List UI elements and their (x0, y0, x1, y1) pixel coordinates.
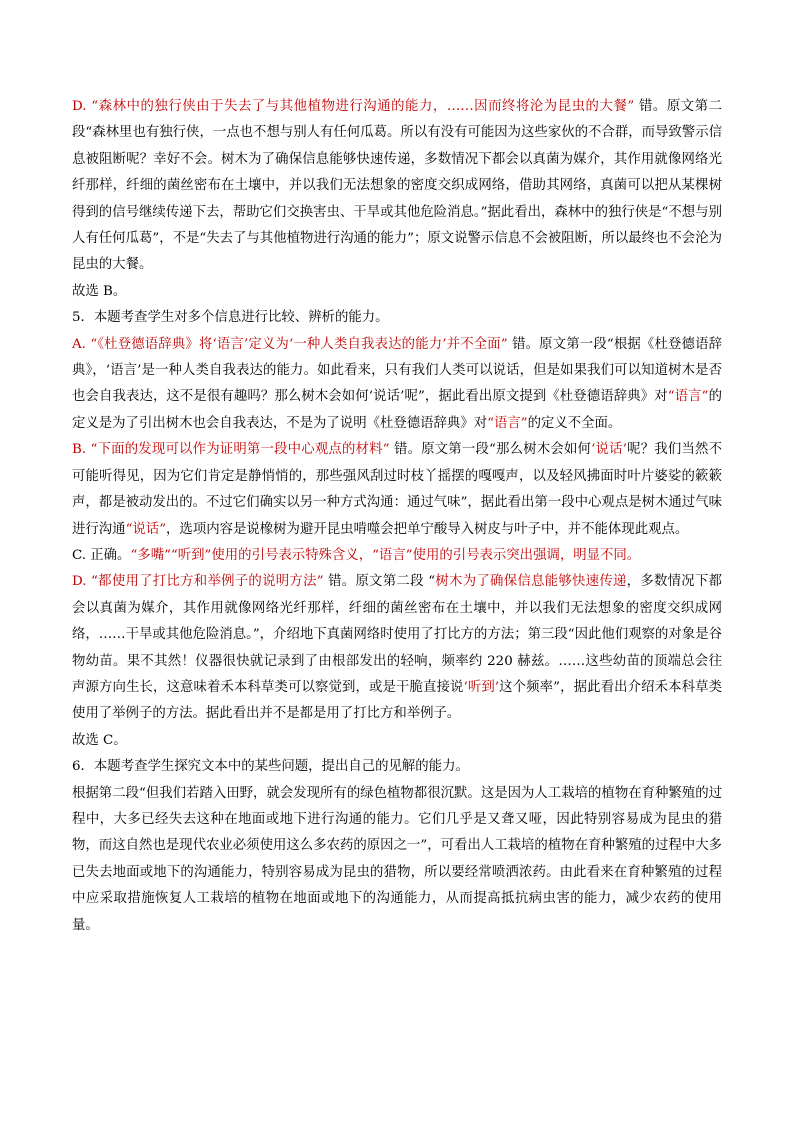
paragraph-q5-intro (72, 305, 722, 331)
body-text: 的定义是为了引出树木也会自我表达，不是为了说明《杜登德语辞典》对 (72, 389, 723, 431)
body-text: C. 正确。 (72, 547, 131, 563)
highlighted-text: D. “都使用了打比方和举例子的说明方法” (72, 574, 324, 590)
body-text: ，多数情况下都会以真菌为媒介，其作用就像网络光纤那样，纤细的菌丝密布在土壤中，并以我们无法想象的密度交织成网络，……干旱或其他危险消息。”，介绍地下真菌网络时使用了打比方的方法；第三段“因此他们观察的对象是谷物幼苗。果不其然！仪器很快就记录到了由根部发出的轻响，频率约 220 赫兹。……这些幼苗的顶端总会往声源方向生长，这意味着禾本科草类可以察觉到，或是干脆直接说 (72, 574, 723, 695)
body-text: ，选项内容是说橡树为避开昆虫啃噬会把单宁酸导入树皮与叶子中，并不能体现此观点。 (166, 521, 689, 537)
highlighted-text: “语言” (487, 415, 528, 431)
highlighted-text: D. “森林中的独行侠由于失去了与其他植物进行沟通的能力，……因而终将沦为昆虫的大餐” (72, 99, 635, 114)
body-text: 错。原文第一段“根据《杜登德语辞典》，‘语言’是一种人类自我表达的能力。如此看来，只有我们人类可以说话，但是如果我们可以知道树木是否也会自我表达，这不是很有趣吗？那么树木会如何‘说话’呢”，据此看出原文提到《杜登德语辞典》对 (72, 336, 723, 405)
paragraph-opt-c-5 (72, 543, 722, 569)
body-text: 故选 B。 (72, 283, 127, 299)
highlighted-text: A. “《杜登德语辞典》将‘语言’定义为‘一种人类自我表达的能力’并不全面” (72, 336, 508, 352)
body-text: 错。原文第二段“森林里也有独行侠，一点也不想与别人有任何瓜葛。所以有没有可能因为这些家伙的不合群，而导致警示信息被阻断呢？幸好不会。树木为了确保信息能够快速传递，多数情况下都会以真菌为媒介，其作用就像网络光纤那样，纤细的菌丝密布在土壤中，并以我们无法想象的密度交织成网络，借助其网络，真菌可以把从某棵树得到的信号继续传递下去，帮助它们交换害虫、干旱或其他危险消息。”据此看出，森林中的独行侠是“不想与别人有任何瓜葛”，不是“失去了与其他植物进行沟通的能力”；原文说警示信息不会被阻断，所以最终也不会沦为昆虫的大餐。 (72, 99, 722, 273)
highlighted-text: “语言” (667, 389, 709, 405)
paragraph-answer-4 (72, 279, 722, 305)
paragraph-opt-a-5 (72, 332, 722, 438)
highlighted-text: 树木为了确保信息能够快速传递 (435, 574, 627, 590)
paragraph-q6-intro (72, 754, 722, 780)
body-text: 呢？我们当然不可能听得见，因为它们肯定是静悄悄的，那些强风刮过时枝丫摇摆的嘎嘎声，以及轻风拂面时叶片婆娑的簌簌声，都是被动发出的。不过它们确实以另一种方式沟通：通过气味”，据此看出第一段中心观点是树木通过气味进行沟通 (72, 442, 723, 537)
body-text: 的定义不全面。 (527, 415, 622, 431)
body-text: 错。原文第一段“那么树木会如何 (389, 442, 592, 458)
highlighted-text: “多嘴”“听到”使用的引号表示特殊含义，“语言”使用的引号表示突出强调，明显不同。 (130, 547, 641, 563)
paragraph-answer-5 (72, 728, 722, 754)
highlighted-text: “说话” (125, 521, 167, 537)
highlighted-text: ‘听到’ (463, 679, 500, 695)
body-text: 根据第二段“但我们若踏入田野，就会发现所有的绿色植物都很沉默。这是因为人工栽培的植物在育种繁殖的过程中，大多已经失去这种在地面或地下进行沟通的能力。它们几乎是又聋又哑，因此特别容易成为昆虫的猎物，而这自然也是现代农业必须使用这么多农药的原因之一”，可看出人工栽培的植物在育种繁殖的过程中大多已失去地面或地下的沟通能力，特别容易成为昆虫的猎物，所以要经常喷洒浓药。由此看来在育种繁殖的过程中应采取措施恢复人工栽培的植物在地面或地下的沟通能力，从而提高抵抗病虫害的能力，减少农药的使用量。 (72, 785, 722, 933)
highlighted-text: B. “下面的发现可以作为证明第一段中心观点的材料” (72, 442, 390, 458)
highlighted-text: ‘说话’ (591, 442, 627, 458)
body-text: 这个频率”，据此看出介绍禾本科草类使用了举例子的方法。据此看出并不是都是用了打比方和举例子。 (72, 679, 722, 722)
body-text: 错。原文第二段 “ (323, 574, 436, 590)
answer-analysis-page (72, 94, 722, 939)
paragraph-opt-b-5 (72, 437, 722, 543)
body-text: 5．本题考查学生对多个信息进行比较、辨析的能力。 (72, 310, 389, 326)
paragraph-opt-d-4 (72, 94, 722, 279)
paragraph-opt-d-5 (72, 569, 722, 727)
paragraph-q6-body (72, 781, 722, 939)
body-text: 6．本题考查学生探究文本中的某些问题，提出自己的见解的能力。 (72, 759, 469, 775)
body-text: 故选 C。 (72, 732, 127, 748)
